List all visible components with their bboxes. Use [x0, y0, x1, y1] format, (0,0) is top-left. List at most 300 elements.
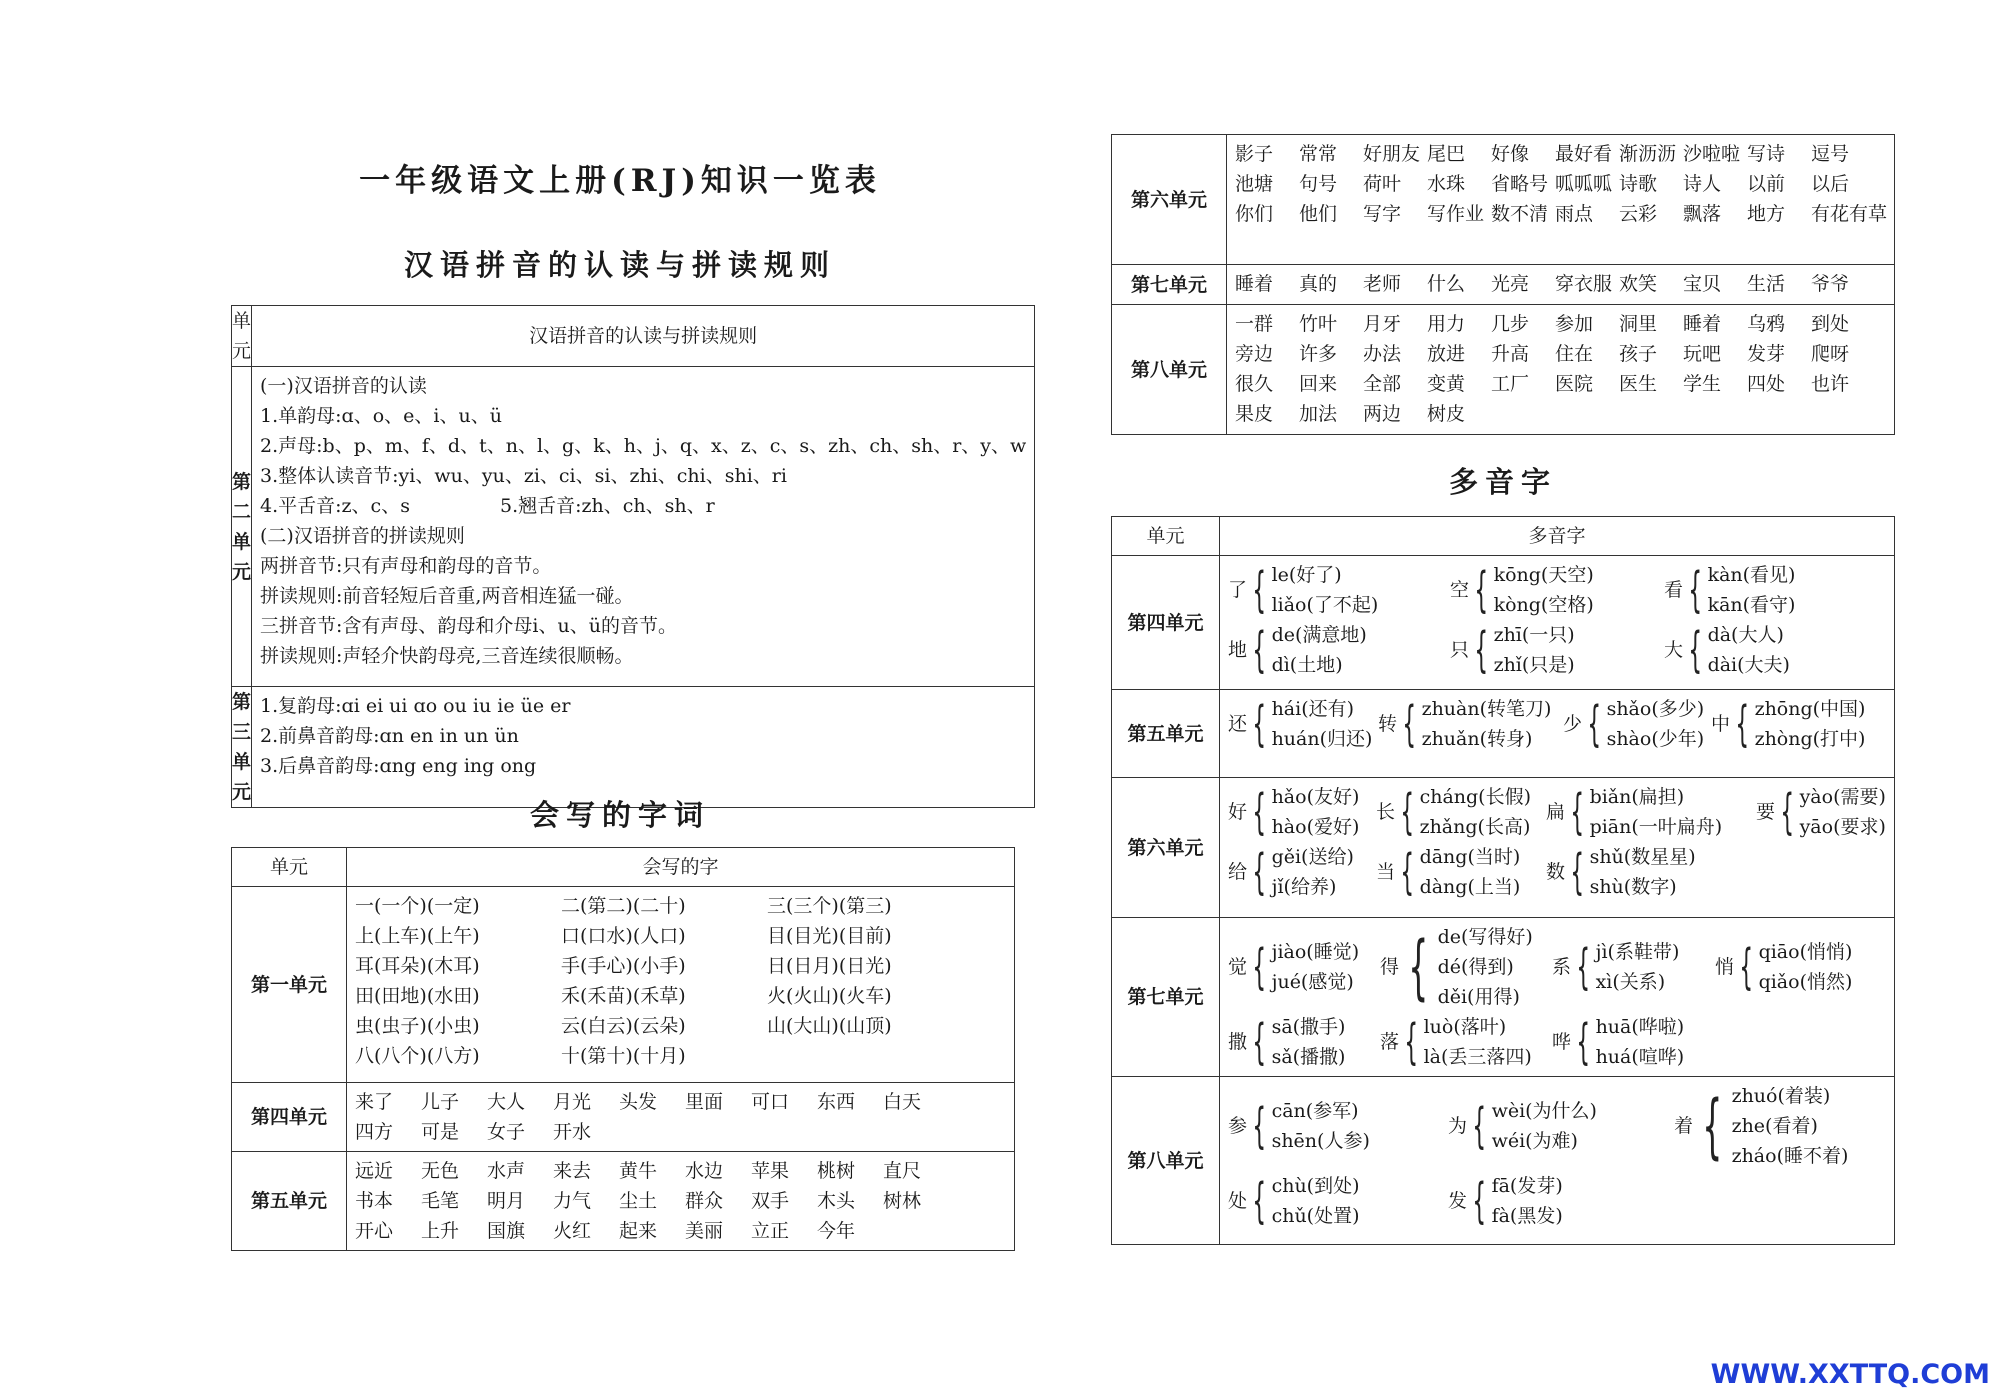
word-item: 睡着 — [1683, 313, 1722, 335]
brace-icon: { — [1472, 1173, 1487, 1229]
readings — [1272, 620, 1367, 680]
reading: zhī(一只) — [1493, 624, 1575, 646]
polyphonic-char: 当 — [1376, 861, 1396, 883]
reading: zhuó(着装) — [1731, 1085, 1831, 1107]
readings — [1420, 842, 1521, 902]
word-item: 以前 — [1747, 173, 1786, 195]
reading: zhǎng(长高) — [1419, 816, 1531, 838]
reading: piān(一叶扁舟) — [1589, 816, 1723, 838]
word-item: 今年 — [817, 1220, 856, 1242]
polyphonic-group — [1376, 782, 1546, 842]
word-item: 爬呀 — [1811, 343, 1850, 365]
reading: kòng(空格) — [1493, 594, 1594, 616]
word-item: 写作业 — [1427, 203, 1485, 225]
polyphonic-char: 撒 — [1228, 1031, 1248, 1053]
section-title-polyphonic: 多音字 — [1448, 465, 1557, 499]
brace-icon: { — [1702, 1085, 1723, 1167]
polyphonic-char: 落 — [1380, 1031, 1400, 1053]
polyphonic-group — [1228, 937, 1380, 997]
word-item: 头发 — [619, 1091, 658, 1113]
reading: là(丢三落四) — [1423, 1046, 1532, 1068]
readings — [1492, 1171, 1563, 1231]
char-item: 手(手心)(小手) — [561, 955, 686, 977]
brace-icon: { — [1252, 844, 1267, 900]
reading: huán(归还) — [1271, 728, 1373, 750]
word-item: 一群 — [1235, 313, 1274, 335]
brace-icon: { — [1576, 1014, 1591, 1070]
reading: shù(数字) — [1589, 876, 1677, 898]
reading: biǎn(扁担) — [1589, 786, 1685, 808]
word-item: 来去 — [553, 1160, 592, 1182]
reading: chù(到处) — [1271, 1175, 1360, 1197]
polyphonic-group — [1711, 694, 1866, 754]
section-title-writing: 会写的字词 — [529, 798, 710, 832]
reading: zhòng(打中) — [1754, 728, 1866, 750]
word-item: 来了 — [355, 1091, 394, 1113]
polyphonic-group — [1228, 842, 1376, 902]
word-item: 双手 — [751, 1190, 790, 1212]
char-item: 三(三个)(第三) — [767, 895, 892, 917]
text-line: 拼读规则:声轻介快韵母亮,三音连续很顺畅。 — [260, 645, 634, 667]
readings — [1590, 842, 1696, 902]
reading: jué(感觉) — [1271, 971, 1354, 993]
word-item: 月牙 — [1363, 313, 1402, 335]
unit-label: 第三单元 — [232, 687, 252, 808]
word-item: 旁边 — [1235, 343, 1274, 365]
word-item: 无色 — [421, 1160, 460, 1182]
polyphonic-char: 只 — [1450, 639, 1470, 661]
word-item: 毛笔 — [421, 1190, 460, 1212]
word-item: 地方 — [1747, 203, 1786, 225]
word-item: 老师 — [1363, 273, 1402, 295]
word-item: 月光 — [553, 1091, 592, 1113]
polyphonic-group — [1563, 694, 1711, 754]
readings — [1272, 1012, 1346, 1072]
polyphonic-char: 还 — [1228, 713, 1248, 735]
text-line: (一)汉语拼音的认读 — [260, 375, 427, 397]
poly-unit8-content — [1220, 1077, 1895, 1245]
polyphonic-char: 给 — [1228, 861, 1248, 883]
word-item: 句号 — [1299, 173, 1338, 195]
reading: cān(参军) — [1271, 1100, 1359, 1122]
reading: dé(得到) — [1437, 956, 1514, 978]
char-grid — [355, 891, 1006, 1071]
brace-icon: { — [1739, 939, 1754, 995]
polyphonic-char: 发 — [1448, 1190, 1468, 1212]
reading: wéi(为难) — [1491, 1130, 1578, 1152]
polyphonic-char: 地 — [1228, 639, 1248, 661]
polyphonic-group — [1380, 1012, 1552, 1072]
char-item: 田(田地)(水田) — [355, 985, 480, 1007]
reading: shào(少年) — [1606, 728, 1705, 750]
word-item: 玩吧 — [1683, 343, 1722, 365]
word-item: 果皮 — [1235, 403, 1274, 425]
pinyin-unit2-content — [252, 367, 1035, 687]
word-item: 写字 — [1363, 203, 1402, 225]
readings — [1732, 1081, 1849, 1171]
text-line: 拼读规则:前音轻短后音重,两音相连猛一碰。 — [260, 585, 634, 607]
pinyin-table — [231, 305, 1035, 808]
word-item: 明月 — [487, 1190, 526, 1212]
polyphonic-group — [1674, 1081, 1874, 1171]
watermark: WWW.XXTTQ.COM — [1710, 1359, 1990, 1390]
word-item: 什么 — [1427, 273, 1466, 295]
word-item: 女子 — [487, 1121, 526, 1143]
char-item: 日(日月)(日光) — [767, 955, 892, 977]
polyphonic-group — [1228, 1012, 1380, 1072]
word-item: 医生 — [1619, 373, 1658, 395]
word-item: 力气 — [553, 1190, 592, 1212]
word-item: 省略号 — [1491, 173, 1549, 195]
polyphonic-group — [1664, 560, 1864, 620]
reading: dàng(上当) — [1419, 876, 1521, 898]
unit-label: 第一单元 — [232, 887, 347, 1083]
polyphonic-group — [1450, 560, 1664, 620]
readings — [1272, 1096, 1370, 1156]
polyphonic-group — [1546, 782, 1756, 842]
reading: gěi(送给) — [1271, 846, 1354, 868]
unit-label: 第五单元 — [232, 1152, 347, 1251]
brace-icon: { — [1570, 844, 1585, 900]
polyphonic-group — [1552, 937, 1715, 997]
reading: hái(还有) — [1271, 698, 1355, 720]
brace-icon: { — [1404, 1014, 1419, 1070]
polyphonic-char: 转 — [1378, 713, 1398, 735]
polyphonic-group — [1715, 937, 1865, 997]
reading: dài(大夫) — [1707, 654, 1790, 676]
readings — [1607, 694, 1705, 754]
text-line — [260, 491, 1026, 521]
brace-icon: { — [1780, 784, 1795, 840]
polyphonic-group — [1380, 922, 1552, 1012]
word-item: 火红 — [553, 1220, 592, 1242]
readings — [1272, 782, 1360, 842]
word-item: 开水 — [553, 1121, 592, 1143]
word-item: 树皮 — [1427, 403, 1466, 425]
polyphonic-table — [1111, 516, 1895, 1245]
word-item: 工厂 — [1491, 373, 1530, 395]
readings — [1272, 1171, 1360, 1231]
brace-icon: { — [1474, 622, 1489, 678]
unit-label: 第七单元 — [1112, 918, 1220, 1077]
word-item: 四方 — [355, 1121, 394, 1143]
word-item: 洞里 — [1619, 313, 1658, 335]
word-item: 水珠 — [1427, 173, 1466, 195]
word-item: 雨点 — [1555, 203, 1594, 225]
word-item: 数不清 — [1491, 203, 1549, 225]
reading: shǔ(数星星) — [1589, 846, 1696, 868]
word-list — [355, 1156, 1006, 1246]
word-item: 好朋友 — [1363, 143, 1421, 165]
word-item: 变黄 — [1427, 373, 1466, 395]
polyphonic-group — [1664, 620, 1864, 680]
word-item: 呱呱呱 — [1555, 173, 1613, 195]
word-item: 尘土 — [619, 1190, 658, 1212]
reading: zhuǎn(转身) — [1421, 728, 1533, 750]
unit-label: 第四单元 — [232, 1083, 347, 1152]
writing-table — [231, 847, 1015, 1251]
brace-icon: { — [1252, 1014, 1267, 1070]
polyphonic-group — [1756, 782, 1886, 842]
reading: dà(大人) — [1707, 624, 1784, 646]
polyphonic-char: 看 — [1664, 579, 1684, 601]
reading: chǔ(处置) — [1271, 1205, 1360, 1227]
brace-icon: { — [1688, 622, 1703, 678]
reading: qiāo(悄悄) — [1758, 941, 1853, 963]
polyphonic-char: 扁 — [1546, 801, 1566, 823]
reading: qiǎo(悄然) — [1758, 971, 1853, 993]
readings — [1596, 1012, 1685, 1072]
char-item: 八(八个)(八方) — [355, 1045, 480, 1067]
writing-unit8-content — [1227, 305, 1895, 435]
readings — [1492, 1096, 1597, 1156]
word-item: 学生 — [1683, 373, 1722, 395]
brace-icon: { — [1587, 696, 1602, 752]
reading: huā(哗啦) — [1595, 1016, 1685, 1038]
word-item: 放进 — [1427, 343, 1466, 365]
brace-icon: { — [1252, 784, 1267, 840]
word-item: 宝贝 — [1683, 273, 1722, 295]
reading: luò(落叶) — [1423, 1016, 1507, 1038]
word-item: 美丽 — [685, 1220, 724, 1242]
text-line: (二)汉语拼音的拼读规则 — [260, 525, 465, 547]
polyphonic-char: 大 — [1664, 639, 1684, 661]
polyphonic-group — [1228, 1171, 1448, 1231]
polyphonic-group — [1228, 620, 1450, 680]
pinyin-unit3-content — [252, 687, 1035, 808]
char-item: 十(第十)(十月) — [561, 1045, 686, 1067]
char-item: 虫(虫子)(小虫) — [355, 1015, 480, 1037]
word-item: 池塘 — [1235, 173, 1274, 195]
reading: de(写得好) — [1437, 926, 1533, 948]
word-item: 他们 — [1299, 203, 1338, 225]
reading: kàn(看见) — [1707, 564, 1796, 586]
word-item: 直尺 — [883, 1160, 922, 1182]
readings — [1438, 922, 1533, 1012]
word-list — [1235, 139, 1886, 229]
word-item: 生活 — [1747, 273, 1786, 295]
unit-label: 第五单元 — [1112, 690, 1220, 778]
word-item: 开心 — [355, 1220, 394, 1242]
page-title: 一年级语文上册(RJ)知识一览表 — [359, 163, 881, 199]
word-item: 逗号 — [1811, 143, 1850, 165]
polyphonic-char: 参 — [1228, 1115, 1248, 1137]
word-item: 有花有草 — [1811, 203, 1888, 225]
readings — [1755, 694, 1866, 754]
brace-icon: { — [1252, 622, 1267, 678]
word-item: 穿衣服 — [1555, 273, 1613, 295]
writing-unit1-content — [347, 887, 1015, 1083]
poly-grid — [1228, 922, 1886, 1072]
readings — [1272, 842, 1354, 902]
reading: kōng(天空) — [1493, 564, 1594, 586]
unit-label: 第六单元 — [1112, 135, 1227, 265]
header-unit: 单元 — [232, 848, 347, 887]
readings — [1494, 560, 1594, 620]
polyphonic-group — [1378, 694, 1563, 754]
word-item: 可是 — [421, 1121, 460, 1143]
word-item: 好像 — [1491, 143, 1530, 165]
word-item: 回来 — [1299, 373, 1338, 395]
text-line: 1.单韵母:ɑ、o、e、i、u、ü — [260, 405, 502, 427]
word-item: 两边 — [1363, 403, 1402, 425]
writing-unit7-content — [1227, 265, 1895, 305]
word-list — [1235, 309, 1886, 429]
word-item: 竹叶 — [1299, 313, 1338, 335]
word-item: 医院 — [1555, 373, 1594, 395]
reading: jì(系鞋带) — [1595, 941, 1680, 963]
reading: zhōng(中国) — [1754, 698, 1866, 720]
readings — [1494, 620, 1575, 680]
text-line: 3.整体认读音节:yi、wu、yu、zi、ci、si、zhi、chi、shi、ri — [260, 465, 787, 487]
reading: liǎo(了不起) — [1271, 594, 1379, 616]
brace-icon: { — [1576, 939, 1591, 995]
word-item: 群众 — [685, 1190, 724, 1212]
polyphonic-group — [1376, 842, 1546, 902]
writing-unit5-content — [347, 1152, 1015, 1251]
word-item: 四处 — [1747, 373, 1786, 395]
polyphonic-char: 处 — [1228, 1190, 1248, 1212]
brace-icon: { — [1402, 696, 1417, 752]
readings — [1272, 694, 1373, 754]
readings — [1422, 694, 1552, 754]
word-item: 用力 — [1427, 313, 1466, 335]
header-unit: 单元 — [232, 306, 252, 367]
word-item: 最好看 — [1555, 143, 1613, 165]
brace-icon: { — [1570, 784, 1585, 840]
polyphonic-char: 空 — [1450, 579, 1470, 601]
word-item: 尾巴 — [1427, 143, 1466, 165]
readings — [1424, 1012, 1532, 1072]
reading: zhuàn(转笔刀) — [1421, 698, 1552, 720]
char-item: 山(大山)(山顶) — [767, 1015, 892, 1037]
reading: jǐ(给养) — [1271, 876, 1337, 898]
brace-icon: { — [1408, 926, 1429, 1008]
reading: dāng(当时) — [1419, 846, 1521, 868]
poly-unit5-content — [1220, 690, 1895, 778]
word-item: 以后 — [1811, 173, 1850, 195]
polyphonic-char: 哗 — [1552, 1031, 1572, 1053]
readings — [1708, 620, 1790, 680]
word-list — [355, 1087, 1006, 1147]
char-item: 口(口水)(人口) — [561, 925, 686, 947]
word-item: 升高 — [1491, 343, 1530, 365]
polyphonic-char: 系 — [1552, 956, 1572, 978]
word-item: 黄牛 — [619, 1160, 658, 1182]
unit-label: 第七单元 — [1112, 265, 1227, 305]
writing-unit6-content — [1227, 135, 1895, 265]
polyphonic-group — [1450, 620, 1664, 680]
header-content: 会写的字 — [347, 848, 1015, 887]
brace-icon: { — [1400, 784, 1415, 840]
word-item: 欢笑 — [1619, 273, 1658, 295]
char-item: 一(一个)(一定) — [355, 895, 480, 917]
polyphonic-char: 好 — [1228, 801, 1248, 823]
reading: de(满意地) — [1271, 624, 1367, 646]
reading: xì(关系) — [1595, 971, 1666, 993]
reading: wèi(为什么) — [1491, 1100, 1597, 1122]
word-item: 渐沥沥 — [1619, 143, 1677, 165]
char-item: 目(目光)(目前) — [767, 925, 892, 947]
brace-icon: { — [1474, 562, 1489, 618]
word-item: 远近 — [355, 1160, 394, 1182]
reading: sǎ(播撒) — [1271, 1046, 1346, 1068]
word-item: 乌鸦 — [1747, 313, 1786, 335]
word-item: 到处 — [1811, 313, 1850, 335]
word-item: 光亮 — [1491, 273, 1530, 295]
word-item: 你们 — [1235, 203, 1274, 225]
word-item: 许多 — [1299, 343, 1338, 365]
char-item: 云(白云)(云朵) — [561, 1015, 686, 1037]
writing-unit4-content — [347, 1083, 1015, 1152]
word-item: 大人 — [487, 1091, 526, 1113]
readings — [1420, 782, 1531, 842]
word-item: 参加 — [1555, 313, 1594, 335]
word-item: 孩子 — [1619, 343, 1658, 365]
word-item: 儿子 — [421, 1091, 460, 1113]
reading: kān(看守) — [1707, 594, 1796, 616]
polyphonic-group — [1546, 842, 1756, 902]
word-item: 真的 — [1299, 273, 1338, 295]
poly-grid — [1228, 1081, 1886, 1231]
word-item: 书本 — [355, 1190, 394, 1212]
writing-table-continued — [1111, 134, 1895, 435]
word-item: 国旗 — [487, 1220, 526, 1242]
polyphonic-char: 悄 — [1715, 956, 1735, 978]
word-item: 里面 — [685, 1091, 724, 1113]
word-item: 云彩 — [1619, 203, 1658, 225]
reading: shēn(人参) — [1271, 1130, 1370, 1152]
word-item: 上升 — [421, 1220, 460, 1242]
polyphonic-char: 数 — [1546, 861, 1566, 883]
word-item: 苹果 — [751, 1160, 790, 1182]
polyphonic-group — [1228, 1096, 1448, 1156]
polyphonic-char: 得 — [1380, 956, 1400, 978]
brace-icon: { — [1735, 696, 1750, 752]
word-item: 诗歌 — [1619, 173, 1658, 195]
polyphonic-char: 为 — [1448, 1115, 1468, 1137]
readings — [1272, 937, 1360, 997]
word-item: 水声 — [487, 1160, 526, 1182]
brace-icon: { — [1252, 696, 1267, 752]
char-item: 耳(耳朵)(木耳) — [355, 955, 480, 977]
header-content: 多音字 — [1220, 517, 1895, 556]
poly-unit7-content — [1220, 918, 1895, 1077]
word-item: 很久 — [1235, 373, 1274, 395]
reading: huá(喧哗) — [1595, 1046, 1685, 1068]
word-item: 发芽 — [1747, 343, 1786, 365]
reading: zhǐ(只是) — [1493, 654, 1575, 676]
word-item: 爷爷 — [1811, 273, 1850, 295]
polyphonic-group — [1228, 782, 1376, 842]
text-line: 两拼音节:只有声母和韵母的音节。 — [260, 555, 552, 577]
word-item: 东西 — [817, 1091, 856, 1113]
word-item: 加法 — [1299, 403, 1338, 425]
word-item: 全部 — [1363, 373, 1402, 395]
polyphonic-char: 觉 — [1228, 956, 1248, 978]
word-item: 诗人 — [1683, 173, 1722, 195]
readings — [1708, 560, 1796, 620]
polyphonic-group — [1228, 694, 1378, 754]
poly-grid — [1228, 560, 1886, 680]
polyphonic-group — [1448, 1171, 1674, 1231]
reading: fā(发芽) — [1491, 1175, 1563, 1197]
polyphonic-char: 了 — [1228, 579, 1248, 601]
unit-label: 第四单元 — [1112, 556, 1220, 690]
reading: děi(用得) — [1437, 986, 1520, 1008]
reading: fà(黑发) — [1491, 1205, 1563, 1227]
word-item: 写诗 — [1747, 143, 1786, 165]
